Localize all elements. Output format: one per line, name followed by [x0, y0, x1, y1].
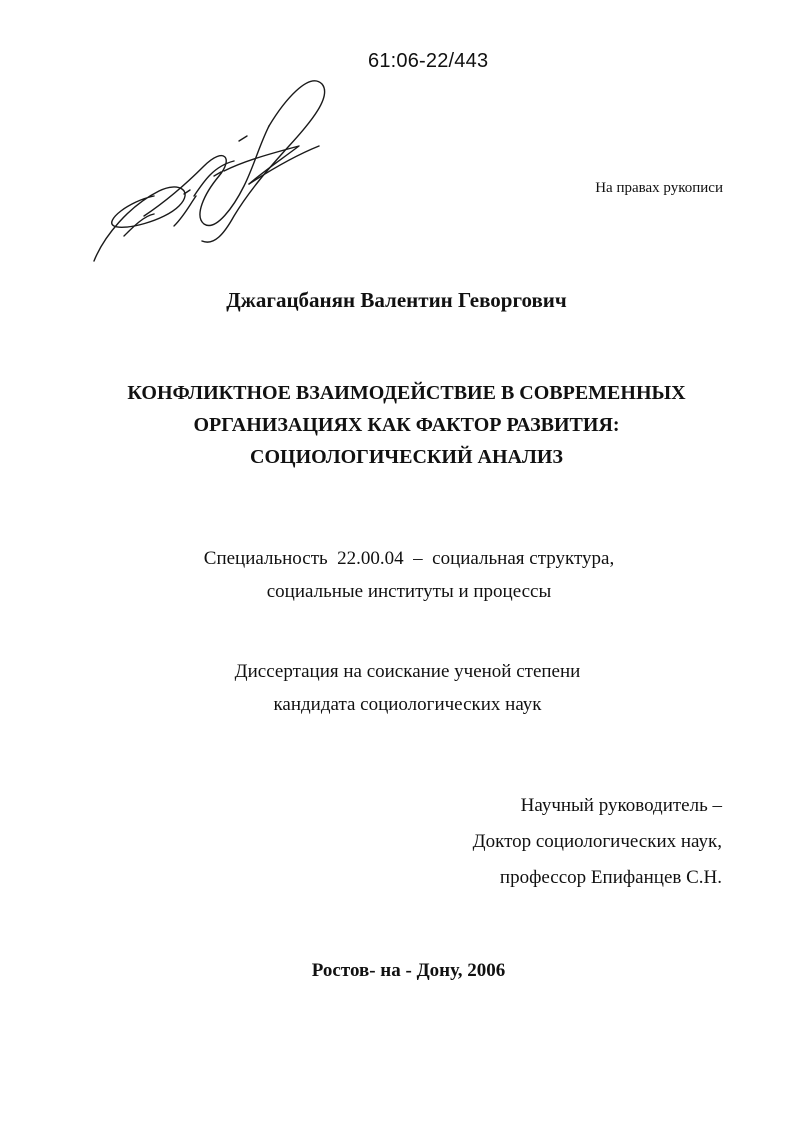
degree-statement	[0, 655, 793, 721]
title-line: СОЦИОЛОГИЧЕСКИЙ АНАЛИЗ	[250, 446, 563, 468]
title-line: КОНФЛИКТНОЕ ВЗАИМОДЕЙСТВИЕ В СОВРЕМЕННЫХ	[127, 382, 686, 404]
specialty	[0, 542, 793, 608]
supervisor-line: профессор Епифанцев С.Н.	[499, 867, 722, 888]
city-year-text: Ростов- на - Дону, 2006	[311, 960, 506, 981]
degree-line: кандидата социологических наук	[273, 694, 542, 715]
title-line: ОРГАНИЗАЦИЯХ КАК ФАКТОР РАЗВИТИЯ:	[193, 414, 620, 436]
handwritten-signature	[84, 66, 334, 276]
supervisor-line: Доктор социологических наук,	[472, 831, 722, 852]
manuscript-note: На правах рукописи	[595, 180, 723, 196]
supervisor-line: Научный руководитель –	[520, 795, 722, 816]
document-code: 61:06-22/443	[368, 50, 489, 72]
degree-line: Диссертация на соискание ученой степени	[234, 661, 581, 682]
supervisor-block	[473, 788, 722, 896]
dissertation-title	[0, 377, 793, 473]
specialty-line: Специальность 22.00.04 – социальная структура,	[203, 548, 615, 569]
city-year	[0, 960, 793, 982]
author-name: Джагацбанян Валентин Геворгович	[226, 288, 567, 312]
specialty-line: социальные институты и процессы	[266, 581, 552, 602]
